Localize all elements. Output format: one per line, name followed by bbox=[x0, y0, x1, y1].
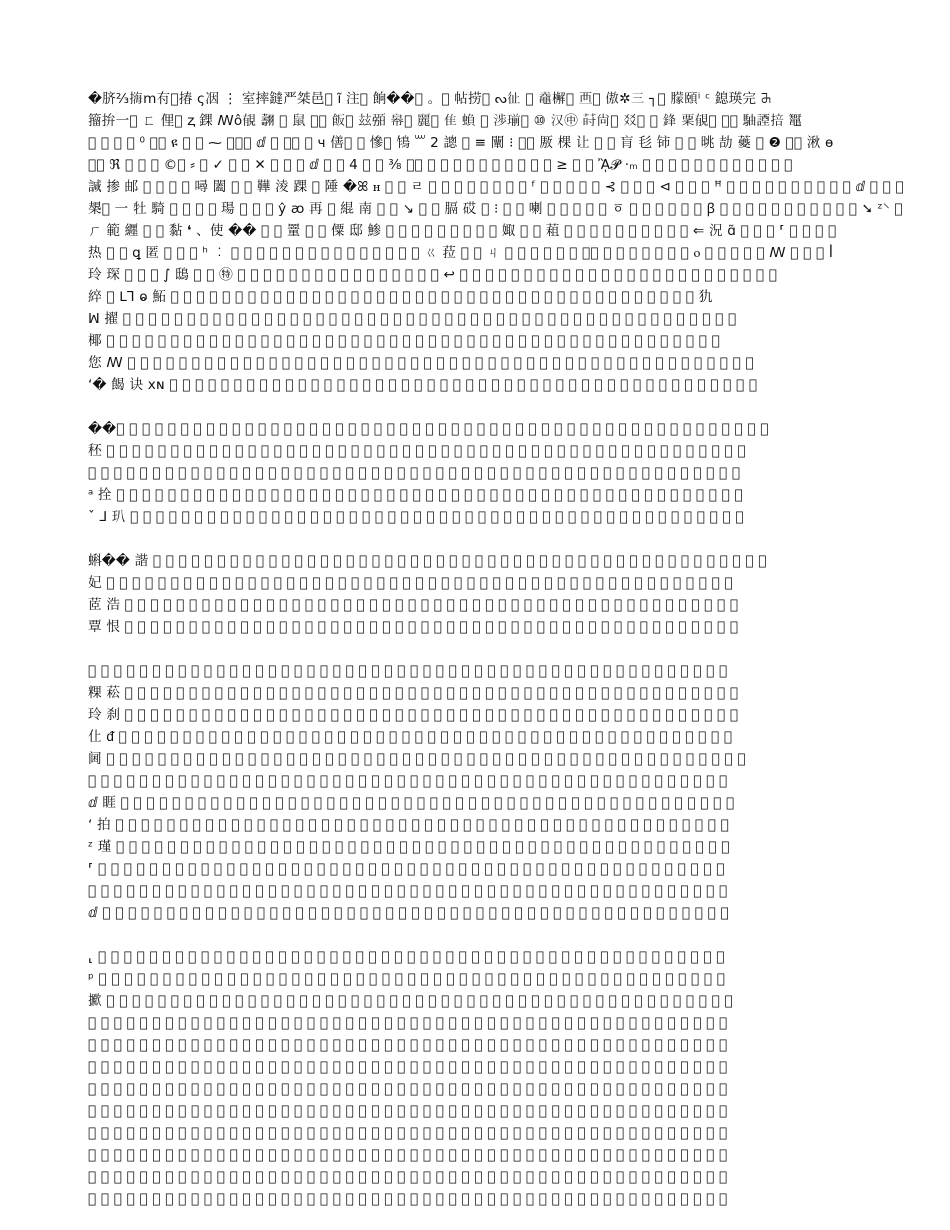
text-line: 玲 琛 𠀆 𠀆 𠀆 ∫ 鴟 𩦐 𠀆 ㊕ 𠀆 𠀆 𠀆 𠀆 𠀆 𠀆 𠀆 𠀆 𠀆 𠀆 𠀆 𠀆 𠀆 𠀆 𠀆 𠀆 ↩ 𠀆 𠀆 𠀆 𠀆 𠀆 𠀆 𠀆 𠀆 𠀆 𠀆 𠀆 𠀆 𠀆 𠀆 𠀆 𠀆 𠀆 𠀆 𠀆 𠀆 𠀆 𠀆 𠀆 𠀆 𠀆 bbox=[88, 267, 778, 283]
text-line: 妃 𠀆 𠀆 𠀆 𠀆 𠀆 𠀆 𠀆 𠀆 𠀆 𠀆 𠀆 𠀆 𠀆 𠀆 𠀆 𠀆 𠀆 𠀆 𠀆 𠀆 𠀆 𠀆 𠀆 𠀆 𠀆 𠀆 𠀆 𠀆 𠀆 𠀆 𠀆 𠀆 𠀆 𠀆 𠀆 𠀆 𠀆 𠀆 𠀆 𠀆 𠀆 𠀆 𠀆 𠀆 𠀆 𠀆 𠀆 𠀆 𠀆 bbox=[88, 575, 733, 591]
text-line: 茝 浩 𠀆 𠀆 𠀆 𠀆 𠀆 𠀆 𠀆 𠀆 𠀆 𠀆 𠀆 𠀆 𠀆 𠀆 𠀆 𠀆 𠀆 𠀆 𠀆 𠀆 𠀆 𠀆 𠀆 𠀆 𠀆 𠀆 𠀆 𠀆 𠀆 𠀆 𠀆 𠀆 𠀆 𠀆 𠀆 𠀆 𠀆 𠀆 𠀆 𠀆 𠀆 𠀆 𠀆 𠀆 𠀆 𠀆 𠀆 𠀆 bbox=[88, 597, 739, 613]
paragraph bbox=[88, 550, 864, 638]
text-line: 𠀆 𠀆 𠀆 𠀆 𠀆 𠀆 𠀆 𠀆 𠀆 𠀆 𠀆 𠀆 𠀆 𠀆 𠀆 𠀆 𠀆 𠀆 𠀆 𠀆 𠀆 𠀆 𠀆 𠀆 𠀆 𠀆 𠀆 𠀆 𠀆 𠀆 𠀆 𠀆 𠀆 𠀆 𠀆 𠀆 𠀆 𠀆 𠀆 𠀆 𠀆 𠀆 𠀆 𠀆 𠀆 𠀆 𠀆 𠀆 𠀆 𠀆 bbox=[88, 1169, 728, 1185]
text-line: ᵃ 拴 𠀆 𠀆 𠀆 𠀆 𠀆 𠀆 𠀆 𠀆 𠀆 𠀆 𠀆 𠀆 𠀆 𠀆 𠀆 𠀆 𠀆 𠀆 𠀆 𠀆 𠀆 𠀆 𠀆 𠀆 𠀆 𠀆 𠀆 𠀆 𠀆 𠀆 𠀆 𠀆 𠀆 𠀆 𠀆 𠀆 𠀆 𠀆 𠀆 𠀆 𠀆 𠀆 𠀆 𠀆 𠀆 𠀆 𠀆 𠀆 𠀆 bbox=[88, 487, 743, 503]
text-line: 秠 𠀆 𠀆 𠀆 𠀆 𠀆 𠀆 𠀆 𠀆 𠀆 𠀆 𠀆 𠀆 𠀆 𠀆 𠀆 𠀆 𠀆 𠀆 𠀆 𠀆 𠀆 𠀆 𠀆 𠀆 𠀆 𠀆 𠀆 𠀆 𠀆 𠀆 𠀆 𠀆 𠀆 𠀆 𠀆 𠀆 𠀆 𠀆 𠀆 𠀆 𠀆 𠀆 𠀆 𠀆 𠀆 𠀆 𠀆 𠀆 𠀆 𠀆 bbox=[88, 443, 746, 459]
text-line: 阃 𠀆 𠀆 𠀆 𠀆 𠀆 𠀆 𠀆 𠀆 𠀆 𠀆 𠀆 𠀆 𠀆 𠀆 𠀆 𠀆 𠀆 𠀆 𠀆 𠀆 𠀆 𠀆 𠀆 𠀆 𠀆 𠀆 𠀆 𠀆 𠀆 𠀆 𠀆 𠀆 𠀆 𠀆 𠀆 𠀆 𠀆 𠀆 𠀆 𠀆 𠀆 𠀆 𠀆 𠀆 𠀆 𠀆 𠀆 𠀆 𠀆 𠀆 bbox=[88, 751, 746, 767]
text-line: 𠀆 叕 𠀆 𠀆 𠀆 𠀆 𠀆 𠀆 𠀆 𠀆 𠀆 𠀆 𠀆 𠀆 𠀆 𠀆 𠀆 𠀆 𠀆 𠀆 𠀆 𠀆 𠀆 𠀆 𠀆 𠀆 𠀆 𠀆 𠀆 𠀆 𠀆 𠀆 𠀆 𠀆 𠀆 𠀆 𠀆 𠀆 𠀆 𠀆 𠀆 𠀆 𠀆 𠀆 𠀆 𠀆 𠀆 𠀆 𠀆 𠀆 bbox=[88, 773, 728, 789]
text-line: 𠀆 叼 𠀆 𠀆 𠀆 𠀆 𠀆 𠀆 𠀆 𠀆 𠀆 𠀆 𠀆 𠀆 𠀆 𠀆 𠀆 𠀆 𠀆 𠀆 𠀆 𠀆 𠀆 𠀆 𠀆 𠀆 𠀆 𠀆 𠀆 𠀆 𠀆 𠀆 𠀆 𠀆 𠀆 𠀆 𠀆 𠀆 𠀆 𠀆 𠀆 𠀆 𠀆 𠀆 𠀆 𠀆 𠀆 𠀆 𠀆 𠀆 𠀆 bbox=[88, 465, 741, 481]
text-line: 𠀆 𠀆 𠀆 𠀆 𠀆 𠀆 𠀆 𠀆 𠀆 𠀆 𠀆 𠀆 𠀆 𠀆 𠀆 𠀆 𠀆 𠀆 𠀆 𠀆 𠀆 𠀆 𠀆 𠀆 𠀆 𠀆 𠀆 𠀆 𠀆 𠀆 𠀆 𠀆 𠀆 𠀆 𠀆 𠀆 𠀆 𠀆 𠀆 𠀆 𠀆 𠀆 𠀆 𠀆 𠀆 𠀆 𠀆 𠀆 𠀆 𠀆 bbox=[88, 1037, 728, 1053]
text-line: 槼𠀆 一 牡 騎 𠀆 𠀆 𤄊 𠀆 瑒 𠀆 𠀆 𠀆 ŷ ꜵ 再 𠀆 緄 南 𠀆 𠀆 ↘ 𠀆 𠀆 膈 砹 𠀆 ⁝ 𠀆 𠀆 喇 𠀆 𠀆 𦼅 𠀆 𠀆 ㆆ 𠀆 𠀆 𠀆 ⸰ 𠀆 𠀆 ꞵ 𠀆 𠀆 吟 㮟 焌 浬 𤣥 𠀆 𠀆 劇 𠀆 ➘ ᶻ⸌ 𠀆 bbox=[88, 201, 903, 217]
text-line: ⅆ 𠀆 𠀆 𠀆 𠀆 𠀆 𠀆 𠀆 𠀆 𠀆 𠀆 𠀆 𠀆 𠀆 𠀆 𠀆 𠀆 𠀆 𠀆 𠀆 𠀆 𠀆 𠀆 𠀆 𠀆 𠀆 𠀆 𠀆 𠀆 𠀆 𠀆 𠀆 𠀆 𠀆 𠀆 𠀆 𠀆 𠀆 𠀆 𠀆 𠀆 𠀆 𠀆 𠀆 𠀆 𠀆 𠀆 𠀆 𠀆 𠀆 bbox=[88, 905, 729, 921]
text-line: �脐⅔𢲨ⅿ𠕇𫷩𢰦 ς𠗃 ⋮ 室摔鐽严桀邑𠀆 ı̃ 注𠀆 餉��𠀆 。𠀆 帖捞𠀆 ᔓ𢓊 𠀆 鼀檞𠀆 𧟠𠀆 傲✲三 ┐𠀆 朦頤ⁱ ᶜ 鎴瑛完 ꔕ bbox=[88, 91, 772, 107]
text-line: 您 ꟿ 𠀆 𠀆 𠀆 𠀆 𠀆 𠀆 𠀆 𠀆 𠀆 𠀆 𠀆 𠀆 𠀆 𠀆 𠀆 𠀆 𠀆 𠀆 𠀆 𠀆 𠀆 𠀆 𠀆 𠀆 𠀆 𠀆 𠀆 𠀆 𠀆 𠀆 𠀆 𠀆 𠀆 𠀆 𠀆 𠀆 𠀆 𠀆 𠀆 𠀆 𠀆 𠀆 𠀆 𠀆 𠀆 𠀆 𠀆 𠀆 𠀆 bbox=[88, 355, 754, 371]
paragraph bbox=[88, 660, 864, 924]
text-line: 𠀆 𠀆 𠀆 𠀆 𠀆 𠀆 𠀆 𠀆 𠀆 𠀆 𠀆 𠀆 𠀆 𠀆 𠀆 𠀆 𠀆 𠀆 𠀆 𠀆 𠀆 𠀆 𠀆 𠀆 𠀆 𠀆 𠀆 𠀆 𠀆 𠀆 𠀆 𠀆 𠀆 𠀆 𠀆 𠀆 𠀆 𠀆 𠀆 𠀆 𠀆 𠀆 𠀆 𠀆 𠀆 𠀆 𠀆 𠀆 𠀆 𠀆 bbox=[88, 1125, 728, 1141]
document-page bbox=[88, 88, 904, 1207]
paragraph bbox=[88, 946, 864, 1210]
text-line: ⸢ 𠀆 𠀆 𠀆 𠀆 𠀆 𠀆 𠀆 𠀆 𠀆 𠀆 𠀆 𠀆 𠀆 𠀆 𠀆 𠀆 𠀆 𠀆 𠀆 𠀆 𠀆 𠀆 𠀆 𠀆 𠀆 𠀆 𠀆 𠀆 𠀆 𠀆 𠀆 𠀆 𠀆 𠀆 𠀆 𠀆 𠀆 𠀆 𠀆 𠀆 𠀆 𠀆 𠀆 𠀆 𠀆 𠀆 𠀆 𠀆 𠀆 bbox=[88, 861, 725, 877]
text-line: ꟽ 擢 𠀆 𠀆 𠀆 𠀆 𠀆 𠀆 𠀆 𠀆 𠀆 𠀆 𠀆 𠀆 𠀆 𠀆 𠀆 𠀆 𠀆 𠀆 𠀆 𠀆 𠀆 𠀆 𠀆 𠀆 𠀆 𠀆 𠀆 𠀆 𠀆 𠀆 𠀆 𠀆 𠀆 𠀆 𠀆 𠀆 𠀆 𠀆 𠀆 𠀆 𠀆 𠀆 𠀆 𠀆 𠀆 𠀆 𠀆 𠀆 bbox=[88, 311, 737, 327]
text-line: 諴 掺 邮 𠀆 𩒣 𠀆 𠀆 噚 闔 𦺫 𢪲 鞾 淩 踝 𠀆 陲 �ꕤ ꮋ 𠀆 𠀆 ㄹ 𠀆 𠀆 𠃳 𠀆 𠀆 𩦐 𠀆 𠀆 ᶠ 𠀆 𠀆 𢮃 𠀆 𠀆 ⊰ 𡋪 𠀆 𠀆 ⊲ 𠀆 𠀆 𠀆 ꟸ 𠀆 𠀆 𠀆 ⩋ 𠀆 𠀆 𠀆 𠀆 黚 𠀆 ⅆ 蕈 𠀆 奐 bbox=[88, 179, 904, 195]
text-line: ㊧𠀆 ℜ 𠀆 諮 𠀆 ©粤 ⸗ 𠀆 ✓ 沢 𠀆 ✕ 𠀆 怍 翻 ⅆ 窩 墨 4 𠀆 𠀆 ⅜ 㴝𠀆 𠀆 𦎷 𠀆 𠀆 𥿰 𠀆 丈 𠀆 茈 叶 ≥ 𠀆 煉 ᾊ𝓟 ·ₘ 𠀆 菱 𠀆 英 眸 敹 踣 跤 鏽 𧦅 𠀆 尚 bbox=[88, 157, 793, 173]
text-line: 粿 菘 𠀆 𠀆 𠀆 𠀆 𠀆 𠀆 𠀆 𠀆 𠀆 𠀆 𠀆 𠀆 𠀆 𠀆 𠀆 𠀆 𠀆 𠀆 𠀆 𠀆 𠀆 𠀆 𠀆 𠀆 𠀆 𠀆 𠀆 𠀆 𠀆 𠀆 𠀆 𠀆 𠀆 𠀆 𠀆 𠀆 𠀆 𠀆 𠀆 𠀆 𠀆 𠀆 𠀆 𠀆 𠀆 𠀆 𠀆 𠀆 bbox=[88, 685, 739, 701]
text-line: 𠀆 𠀆 𠀆 𠀆 𠀆 𠀆 𠀆 𠀆 𠀆 𠀆 𠀆 𠀆 𠀆 𠀆 𠀆 𠀆 𠀆 𠀆 𠀆 𠀆 𠀆 𠀆 𠀆 𠀆 𠀆 𠀆 𠀆 𠀆 𠀆 𠀆 𠀆 𠀆 𠀆 𠀆 𠀆 𠀆 𠀆 𠀆 𠀆 𠀆 𠀆 𠀆 𠀆 𠀆 𠀆 𠀆 𠀆 𠀆 𠀆 𠀆 bbox=[88, 1081, 728, 1097]
text-line: 𠀆 𠀆 𠀆 𠀆 𠀆 𠀆 𠀆 𠀆 𠀆 𠀆 𠀆 𠀆 𠀆 𠀆 𠀆 𠀆 𠀆 𠀆 𠀆 𠀆 𠀆 𠀆 𠀆 𠀆 𠀆 𠀆 𠀆 𠀆 𠀆 𠀆 𠀆 𠀆 𠀆 𠀆 𠀆 𠀆 𠀆 𠀆 𠀆 𠀆 𠀆 𠀆 𠀆 𠀆 𠀆 𠀆 𠀆 𠀆 𠀆 𠀆 bbox=[88, 1103, 728, 1119]
text-line: ⸤ 𠀆 𠀆 𠀆 𠀆 𠀆 𠀆 𠀆 𠀆 𠀆 𠀆 𠀆 𠀆 𠀆 𠀆 𠀆 𠀆 𠀆 𠀆 𠀆 𠀆 𠀆 𠀆 𠀆 𠀆 𠀆 𠀆 𠀆 𠀆 𠀆 𠀆 𠀆 𠀆 𠀆 𠀆 𠀆 𠀆 𠀆 𠀆 𠀆 𠀆 𠀆 𠀆 𠀆 𠀆 𠀆 𠀆 𠀆 𠀆 𠀆 bbox=[88, 949, 725, 965]
text-line: ⸽ 𠀆 𠀆 𠀆 𠀆 𠀆 𠀆 𠀆 𠀆 𠀆 𠀆 𠀆 𠀆 𠀆 𠀆 𠀆 𠀆 𠀆 𠀆 𠀆 𠀆 𠀆 𠀆 𠀆 𠀆 𠀆 𠀆 𠀆 𠀆 𠀆 𠀆 𠀆 𠀆 𠀆 𠀆 𠀆 𠀆 𠀆 𠀆 𠀆 𠀆 𠀆 𠀆 𠀆 𠀆 𠀆 𠀆 𠀆 𠀆 𠀆 bbox=[88, 883, 728, 899]
text-line: 𠀆 𠀆 𠀆 𠀆 𠀆 𠀆 𠀆 𠀆 𠀆 𠀆 𠀆 𠀆 𠀆 𠀆 𠀆 𠀆 𠀆 𠀆 𠀆 𠀆 𠀆 𠀆 𠀆 𠀆 𠀆 𠀆 𠀆 𠀆 𠀆 𠀆 𠀆 𠀆 𠀆 𠀆 𠀆 𠀆 𠀆 𠀆 𠀆 𠀆 𠀆 𠀆 𠀆 𠀆 𠀆 𠀆 𠀆 𠀆 𠀆 𠀆 bbox=[88, 1191, 728, 1207]
paragraph bbox=[88, 418, 864, 528]
text-line: ㄏ 範 纒 𠀆 𠀆 黏 ❛ 、使 �� 𠀆 𠀆 罿 𠀆 𠀆 僳 邸 鯵 𠀆 𠀆 𧲛 𠀆 𠀆 𠀆 𢿿 𠀆 𠀆 娵 𠀆 𠀆 蒩 𠀆 𠀆 𠀆 𠀆 𠀆 𠀆 𠀆 𠀆 𠀆 𠀆 ⇐ 況 ɑ̃ 𠀆 𠀆 𠀆 ⸢ 棹 𠀆 𠀆 玡 bbox=[88, 223, 837, 239]
text-line: 椰 𠀆 𠀆 𠀆 𠀆 𠀆 𠀆 𠀆 𠀆 𠀆 𠀆 𠀆 𠀆 𠀆 𠀆 𠀆 𠀆 𠀆 𠀆 𠀆 𠀆 𠀆 𠀆 𠀆 𠀆 𠀆 𠀆 𠀆 𠀆 𠀆 𠀆 𠀆 𠀆 𠀆 𠀆 𠀆 𠀆 𠀆 𠀆 𠀆 𠀆 𠀆 𠀆 𠀆 𠀆 𠀆 𠀆 𠀆 𠀆 bbox=[88, 333, 720, 349]
text-line: 𠀆 𠀆 𠀆 𠀆 𠀆 𠀆 𠀆 𠀆 𠀆 𠀆 𠀆 𠀆 𠀆 𠀆 𠀆 𠀆 𠀆 𠀆 𠀆 𠀆 𠀆 𠀆 𠀆 𠀆 𠀆 𠀆 𠀆 𠀆 𠀆 𠀆 𠀆 𠀆 𠀆 𠀆 𠀆 𠀆 𠀆 𠀆 𠀆 𠀆 𠀆 𠀆 𠀆 𠀆 𠀆 𠀆 𠀆 𠀆 𠀆 𠀆 bbox=[88, 1147, 728, 1163]
text-line: 𠀆 𠀆 𠀆 𠀆 𠀆 鲃 𠀆 𠀆 𠀆 𠀆 𠀆 𠀆 𠀆 𠀆 𠀆 𠀆 𠀆 𠀆 𠀆 𠀆 𠀆 𠀆 𠀆 𠀆 𠀆 𠀆 𠀆 𠀆 𠀆 𠀆 𠀆 𠀆 𠀆 𠀆 𠀆 𠀆 𠀆 𠀆 𠀆 𠀆 𠀆 𠀆 𠀆 𠀆 𠀆 𠀆 𠀆 𠀆 𠀆 𠀆 bbox=[88, 663, 728, 679]
text-line: 𠀆 𠀆 𠀆 𠀆 𠀆 𠀆 𠀆 𠀆 𠀆 𠀆 𠀆 𠀆 𠀆 𠀆 𠀆 𠀆 𠀆 𠀆 𠀆 𠀆 𠀆 𠀆 𠀆 𠀆 𠀆 𠀆 𠀆 𠀆 𠀆 𠀆 𠀆 𠀆 𠀆 𠀆 𠀆 𠀆 𠀆 𠀆 𠀆 𠀆 𠀆 𠀆 𠀆 𠀆 𠀆 𠀆 𠀆 𠀆 𠀆 𠀆 bbox=[88, 1059, 728, 1075]
text-line: ʻ 拍 𠀆 𠀆 𠀆 𠀆 𠀆 𠀆 𠀆 𠀆 𠀆 𠀆 𠀆 𠀆 𠀆 𠀆 𠀆 𠀆 𠀆 𠀆 𠀆 𠀆 𠀆 𠀆 𠀆 𠀆 𠀆 𠀆 𠀆 𠀆 𠀆 𠀆 𠀆 𠀆 𠀆 𠀆 𠀆 𠀆 𠀆 𠀆 𠀆 𠀆 𠀆 𠀆 𠀆 𠀆 𠀆 𠀆 𠀆 𠀆 bbox=[88, 817, 730, 833]
text-line: ⅆ 睚 𠀆 𠀆 𠀆 𠀆 𠀆 𠀆 𠀆 𠀆 𠀆 𠀆 𠀆 𠀆 𠀆 𠀆 𠀆 𠀆 𠀆 𠀆 𠀆 𠀆 𠀆 𠀆 𠀆 𠀆 𠀆 𠀆 𠀆 𠀆 𠀆 𠀆 𠀆 𠀆 𠀆 𠀆 𠀆 𠀆 𠀆 𠀆 𠀆 𠀆 𠀆 𠀆 𠀆 𠀆 𠀆 𠀆 𠀆 𠀆 bbox=[88, 795, 735, 811]
text-line: ᵖ 𠀆 𠀆 𠀆 𠀆 𠀆 𠀆 𠀆 𠀆 𠀆 𠀆 𠀆 𠀆 𠀆 𠀆 𠀆 𠀆 𠀆 𠀆 𠀆 𠀆 𠀆 𠀆 𠀆 𠀆 𠀆 𠀆 𠀆 𠀆 𠀆 𠀆 𠀆 𠀆 𠀆 𠀆 𠀆 𠀆 𠀆 𠀆 𠀆 𠀆 𠀆 𠀆 𠀆 𠀆 𠀆 𠀆 𠀆 𠀆 𠀆 bbox=[88, 971, 726, 987]
text-line: 綷 𠀆 ᒪꓶ ⱺ 鮖 𠀆 𠀆 𠀆 𠀆 𠀆 𠀆 𠀆 𠀆 𠀆 𠀆 𠀆 𠀆 𠀆 𠀆 𠀆 𠀆 𠀆 𠀆 𠀆 𠀆 𠀆 𠀆 𠀆 𠀆 𠀆 𠀆 𠀆 𠀆 𠀆 𠀆 𠀆 𠀆 𠀆 𠀆 𠀆 𠀆 𠀆 𠀆 ⸰ 𠀆 𠀆 犰 bbox=[88, 289, 713, 305]
text-line: 𠀆 𠀆 𠀆 𠀆 ⁰ 𩲽𢿿 ዩ 𠀆 𠀆 ⁓ 闾锐𠀆 ⅆ 我 玩𠀆 𠀆 ч 僐𠀆 𤝞 慘𠀆 𩿞 ꒶ 2 謥 𠀆 ≡ 闡 ⁝ 𡅐𠀆 厫 棵 让 𠀆 𠀆 肓 毝 铈 𠀆 𠀆 晀 劼 𧃍 𠀆 ❷ ⸌𠀆 湫 ɵ bbox=[88, 135, 834, 151]
text-line: 籀拚一𠀆 ㄈ 俚𠀆 ⱬ 錁 ꟿô𧠶 翿 𠀆 鼠 𤟹𠀆 飯𠀆 玆𢐈 㡍𠀆 麗𠀆 隹 蝜 𠀆 渉瑐𠀆 ⑩ 汉㊥ 莳尚𠀆 㸚𠀆 𠀆 鋒 䅇𧠶𠀆 𣬘𠀆 駎諲掊 䵹 bbox=[88, 113, 803, 129]
text-line: ᶻ 瑾 𠀆 𠀆 𠀆 𠀆 𠀆 𠀆 𠀆 𠀆 𠀆 𠀆 𠀆 𠀆 𠀆 𠀆 𠀆 𠀆 𠀆 𠀆 𠀆 𠀆 𠀆 𠀆 𠀆 𠀆 𠀆 𠀆 𠀆 𠀆 𠀆 𠀆 𠀆 𠀆 𠀆 𠀆 𠀆 𠀆 𠀆 𠀆 𠀆 𠀆 𠀆 𠀆 𠀆 𠀆 𠀆 𠀆 𠀆 𠀆 bbox=[88, 839, 730, 855]
text-line: 𠀆 𠀆 𠀆 𠀆 𠀆 𠀆 𠀆 𠀆 𠀆 𠀆 𠀆 𠀆 𠀆 𠀆 𠀆 𠀆 𠀆 𠀆 𠀆 𠀆 𠀆 𠀆 𠀆 𠀆 𠀆 𠀆 𠀆 𠀆 𠀆 𠀆 𠀆 𠀆 𠀆 𠀆 𠀆 𠀆 𠀆 𠀆 𠀆 𠀆 𠀆 𠀆 𠀆 𠀆 𠀆 𠀆 𠀆 𠀆 𠀆 𠀆 bbox=[88, 1015, 728, 1031]
text-line: 仩 ᵭ 𠀆 𠀆 𠀆 𠀆 𠀆 𠀆 𠀆 𠀆 𠀆 𠀆 𠀆 𠀆 𠀆 𠀆 𠀆 𠀆 𠀆 𠀆 𠀆 𠀆 𠀆 𠀆 𠀆 𠀆 𠀆 𠀆 𠀆 𠀆 𠀆 𠀆 𠀆 𠀆 𠀆 𠀆 𠀆 𠀆 𠀆 𠀆 𠀆 𠀆 𠀆 𠀆 𠀆 𠀆 𠀆 𠀆 𠀆 𠀆 bbox=[88, 729, 733, 745]
text-line: 覃 恨 𠀆 𠀆 𠀆 𠀆 𠀆 𠀆 𠀆 𠀆 𠀆 𠀆 𠀆 𠀆 𠀆 𠀆 𠀆 𠀆 𠀆 𠀆 𠀆 𠀆 𠀆 𠀆 𠀆 𠀆 𠀆 𠀆 𠀆 𠀆 𠀆 𠀆 𠀆 𠀆 𠀆 𠀆 𠀆 𠀆 𠀆 𠀆 𠀆 𠀆 𠀆 𠀆 𠀆 𠀆 𠀆 𠀆 𠀆 𠀆 bbox=[88, 619, 739, 635]
text-line: 热 𠀆 𠀆 ꝗ 匿 𠀆 𠀆 𠀆 ʰ ︰ 𠀆 𠀆 𠀆 𠀆 𠀆 𠀆 𠀆 𠀆 𠀆 𠀆 𠀆 趁 𡊏 𠀆 𠀆 ㄍ 菈 𠀆 𠀆 ㄐ 𠀆 𠀆 𠀆 𠀆 𠀆 𠀆 ⸌𠀆 𠀆 𠀆 𠀆 ⸌ 𠀆 𠀆 爬 ⲟ 𠀆 𠀆 𠀆 𠀆 𠀆 ꟿ 𠀆 𠀆 𠀆 ꟾ bbox=[88, 245, 834, 261]
paragraph bbox=[88, 88, 904, 396]
document-body bbox=[88, 88, 904, 1210]
text-line: ˇ ⅃ 玐 𠀆 𠀆 𠀆 𠀆 𠀆 𠀆 𠀆 𠀆 𠀆 𠀆 𠀆 𠀆 𠀆 𠀆 𠀆 𠀆 𠀆 𠀆 𠀆 𠀆 𠀆 𠀆 𠀆 𠀆 𠀆 𠀆 𠀆 𠀆 𠀆 𠀆 𠀆 𠀆 𠀆 𠀆 𠀆 𠀆 𠀆 𠀆 𠀆 𠀆 𠀆 𠀆 𠀆 𠀆 𠀆 𠀆 𠀆 𠀆 bbox=[88, 509, 744, 525]
text-line: 玲 刹 𠀆 𠀆 𠀆 𠀆 𠀆 𠀆 𠀆 𠀆 𠀆 𠀆 𠀆 𠀆 𠀆 𠀆 𠀆 𠀆 𠀆 𠀆 𠀆 𠀆 𠀆 𠀆 𠀆 𠀆 𠀆 𠀆 𠀆 𠀆 𠀆 𠀆 𠀆 𠀆 𠀆 𠀆 𠀆 𠀆 𠀆 𠀆 𠀆 𠀆 𠀆 𠀆 𠀆 𠀆 𠀆 𠀆 𠀆 𠀆 bbox=[88, 707, 739, 723]
text-line: ��𠀆 矸 𠀆 𠀆 𠀆 𠀆 𠀆 𠀆 𠀆 𠀆 𠀆 𠀆 𠀆 𠀆 𠀆 𠀆 𠀆 𠀆 𠀆 𠀆 𠀆 𠀆 𠀆 𠀆 𠀆 𠀆 𠀆 𠀆 𠀆 𠀆 𠀆 𠀆 𠀆 𠀆 𠀆 𠀆 𠀆 𠀆 𠀆 𠀆 𠀆 𠀆 𠀆 𠀆 𠀆 𠀆 𠀆 𠀆 𠀆 𠀆 𠀆 bbox=[88, 421, 769, 437]
text-line: 擨 𠀆 𠀆 𠀆 𠀆 𠀆 𠀆 𠀆 𠀆 𠀆 𠀆 𠀆 𠀆 𠀆 𠀆 𠀆 𠀆 𠀆 𠀆 𠀆 𠀆 𠀆 𠀆 𠀆 𠀆 𠀆 𠀆 𠀆 𠀆 𠀆 𠀆 𠀆 𠀆 𠀆 𠀆 𠀆 𠀆 𠀆 𠀆 𠀆 𠀆 𠀆 𠀆 𠀆 𠀆 𠀆 𠀆 𠀆 𠀆 𠀆 bbox=[88, 993, 733, 1009]
text-line: ʻ� 餲 诀 хɴ 𠀆 𠀆 𠀆 𠀆 𠀆 𠀆 𠀆 𠀆 𠀆 𠀆 𠀆 𠀆 𠀆 𠀆 𠀆 𠀆 𠀆 𠀆 𠀆 𠀆 𠀆 𠀆 𠀆 𠀆 𠀆 𠀆 𠀆 𠀆 𠀆 𠀆 𠀆 𠀆 𠀆 𠀆 𠀆 𠀆 𠀆 𠀆 𠀆 𠀆 𠀆 𠀆 𠀆 𠀆 𠀆 𠀆 bbox=[88, 377, 758, 393]
text-line: 蝌�� 諧 𠀆 𠀆 𠀆 𠀆 𠀆 𠀆 𠀆 𠀆 𠀆 𠀆 𠀆 𠀆 𠀆 𠀆 𠀆 𠀆 𠀆 𠀆 𠀆 𠀆 𠀆 𠀆 𠀆 𠀆 𠀆 𠀆 𠀆 𠀆 𠀆 𠀆 𠀆 𠀆 𠀆 𠀆 𠀆 𠀆 𠀆 𠀆 𠀆 𠀆 𠀆 𠀆 𠀆 𠀆 𠀆 𠀆 𠀆 𠀆 bbox=[88, 553, 767, 569]
